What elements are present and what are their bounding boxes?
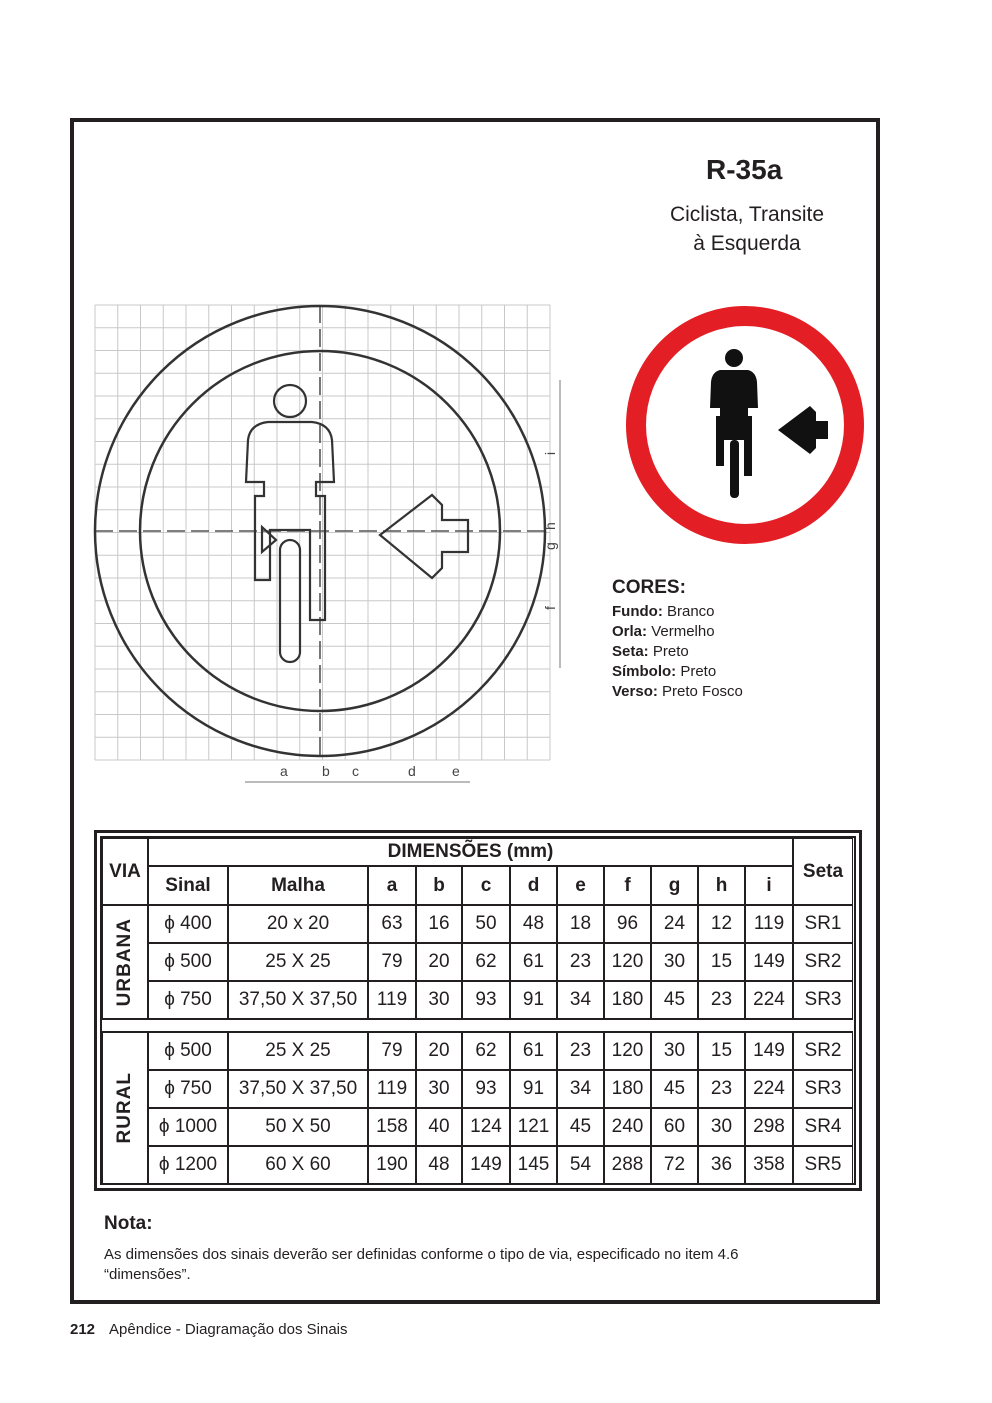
dim-label-c: c	[352, 763, 359, 779]
table-cell: 23	[557, 1032, 604, 1070]
table-cell: 224	[745, 981, 793, 1019]
table-cell: 50	[462, 905, 510, 943]
column-header: i	[745, 866, 793, 905]
table-cell: ϕ 500	[148, 1032, 228, 1070]
table-cell: 23	[557, 943, 604, 981]
table-cell: 180	[604, 1070, 651, 1108]
table-cell: 180	[604, 981, 651, 1019]
dimension-lines	[245, 380, 560, 782]
table-cell: 34	[557, 1070, 604, 1108]
sign-name-line1: Ciclista, Transite	[669, 203, 825, 226]
table-cell: 121	[510, 1108, 557, 1146]
table-cell: ϕ 750	[148, 981, 228, 1019]
dim-label-d: d	[408, 763, 416, 779]
table-cell: 37,50 X 37,50	[228, 1070, 368, 1108]
column-header: e	[557, 866, 604, 905]
table-cell: 30	[416, 981, 462, 1019]
color-item: Fundo: Branco	[612, 603, 715, 620]
table-cell: 91	[510, 1070, 557, 1108]
column-header: Malha	[228, 866, 368, 905]
table-cell: 61	[510, 943, 557, 981]
dim-label-b: b	[322, 763, 330, 779]
table-cell: 149	[462, 1146, 510, 1184]
sign-diagram	[90, 300, 590, 800]
table-cell: 18	[557, 905, 604, 943]
group-separator	[102, 1019, 853, 1032]
table-cell: 23	[698, 1070, 745, 1108]
table-cell: 40	[416, 1108, 462, 1146]
table-cell: 48	[510, 905, 557, 943]
table-cell: 20	[416, 943, 462, 981]
table-cell: 45	[557, 1108, 604, 1146]
table-cell: 30	[651, 1032, 698, 1070]
table-cell: SR2	[793, 943, 853, 981]
column-header: Sinal	[148, 866, 228, 905]
table-cell: ϕ 500	[148, 943, 228, 981]
table-cell: 30	[698, 1108, 745, 1146]
table-cell: 25 X 25	[228, 1032, 368, 1070]
column-header: b	[416, 866, 462, 905]
table-cell: 149	[745, 943, 793, 981]
dim-label-f: f	[542, 606, 558, 610]
bottom-dim-labels	[280, 763, 460, 779]
table-cell: ϕ 1200	[148, 1146, 228, 1184]
table-cell: 288	[604, 1146, 651, 1184]
seta-header: Seta	[793, 838, 853, 905]
table-cell: 24	[651, 905, 698, 943]
note-text: As dimensões dos sinais deverão ser definidas conforme o tipo de via, especificado no item 4.6 “dimensões”.	[104, 1246, 739, 1283]
dim-label-a: a	[280, 763, 288, 779]
table-cell: 93	[462, 1070, 510, 1108]
color-item: Orla: Vermelho	[612, 623, 715, 640]
via-header: VIA	[102, 838, 148, 905]
column-header: d	[510, 866, 557, 905]
color-item: Símbolo: Preto	[612, 663, 717, 680]
table-cell: 124	[462, 1108, 510, 1146]
table-cell: 158	[368, 1108, 416, 1146]
dimensions-header: DIMENSÕES (mm)	[148, 838, 793, 866]
sign-name-line2: à Esquerda	[693, 232, 801, 255]
table-cell: SR3	[793, 1070, 853, 1108]
column-header: f	[604, 866, 651, 905]
table-cell: 119	[745, 905, 793, 943]
table-cell: 20	[416, 1032, 462, 1070]
table-cell: 119	[368, 981, 416, 1019]
table-cell: 72	[651, 1146, 698, 1184]
column-header: c	[462, 866, 510, 905]
dim-label-i: i	[542, 451, 558, 455]
table-cell: 25 X 25	[228, 943, 368, 981]
column-header: a	[368, 866, 416, 905]
table-cell: 79	[368, 943, 416, 981]
table-cell: SR2	[793, 1032, 853, 1070]
table-cell: 119	[368, 1070, 416, 1108]
table-cell: 36	[698, 1146, 745, 1184]
table-cell: 62	[462, 1032, 510, 1070]
table-cell: 48	[416, 1146, 462, 1184]
table-cell: 12	[698, 905, 745, 943]
table-cell: ϕ 400	[148, 905, 228, 943]
table-cell: 190	[368, 1146, 416, 1184]
table-cell: 91	[510, 981, 557, 1019]
column-header: g	[651, 866, 698, 905]
table-cell: 240	[604, 1108, 651, 1146]
table-cell: 60	[651, 1108, 698, 1146]
table-cell: 50 X 50	[228, 1108, 368, 1146]
table-cell: 63	[368, 905, 416, 943]
page-number: 212	[70, 1321, 96, 1338]
table-cell: 79	[368, 1032, 416, 1070]
table-cell: 30	[651, 943, 698, 981]
table-cell: 54	[557, 1146, 604, 1184]
table-cell: 145	[510, 1146, 557, 1184]
table-cell: SR3	[793, 981, 853, 1019]
table-cell: 224	[745, 1070, 793, 1108]
via-group-name: URBANA	[114, 917, 135, 1007]
table-cell: SR4	[793, 1108, 853, 1146]
color-item: Seta: Preto	[612, 643, 689, 660]
table-cell: 96	[604, 905, 651, 943]
table-cell: 16	[416, 905, 462, 943]
table-cell: 23	[698, 981, 745, 1019]
colors-heading: CORES:	[612, 577, 686, 598]
via-group-name: RURAL	[114, 1072, 135, 1144]
table-cell: SR5	[793, 1146, 853, 1184]
table-cell: 34	[557, 981, 604, 1019]
table-cell: 298	[745, 1108, 793, 1146]
table-cell: 120	[604, 943, 651, 981]
color-item: Verso: Preto Fosco	[612, 683, 743, 700]
table-cell: 15	[698, 943, 745, 981]
dim-label-g: g	[542, 542, 558, 550]
table-cell: 61	[510, 1032, 557, 1070]
table-cell: 30	[416, 1070, 462, 1108]
footer-section: Apêndice - Diagramação dos Sinais	[109, 1321, 348, 1338]
sign-illustration	[620, 300, 870, 550]
table-cell: 62	[462, 943, 510, 981]
colors-section	[612, 576, 743, 702]
dim-label-h: h	[542, 522, 558, 530]
note-heading: Nota:	[104, 1213, 153, 1234]
sign-name	[640, 200, 854, 258]
table-cell: 20 x 20	[228, 905, 368, 943]
page-footer	[70, 1321, 348, 1338]
table-cell: 45	[651, 981, 698, 1019]
table-cell: 149	[745, 1032, 793, 1070]
column-header: h	[698, 866, 745, 905]
table-cell: 15	[698, 1032, 745, 1070]
table-cell: ϕ 1000	[148, 1108, 228, 1146]
table-cell: 93	[462, 981, 510, 1019]
arrow-outline	[380, 495, 468, 578]
table-cell: ϕ 750	[148, 1070, 228, 1108]
sign-code: R-35a	[706, 154, 783, 185]
table-cell: 358	[745, 1146, 793, 1184]
dim-label-e: e	[452, 763, 460, 779]
table-cell: SR1	[793, 905, 853, 943]
via-group-label	[102, 905, 148, 1019]
table-cell: 60 X 60	[228, 1146, 368, 1184]
table-cell: 120	[604, 1032, 651, 1070]
table-cell: 37,50 X 37,50	[228, 981, 368, 1019]
table-cell: 45	[651, 1070, 698, 1108]
via-group-label	[102, 1032, 148, 1184]
